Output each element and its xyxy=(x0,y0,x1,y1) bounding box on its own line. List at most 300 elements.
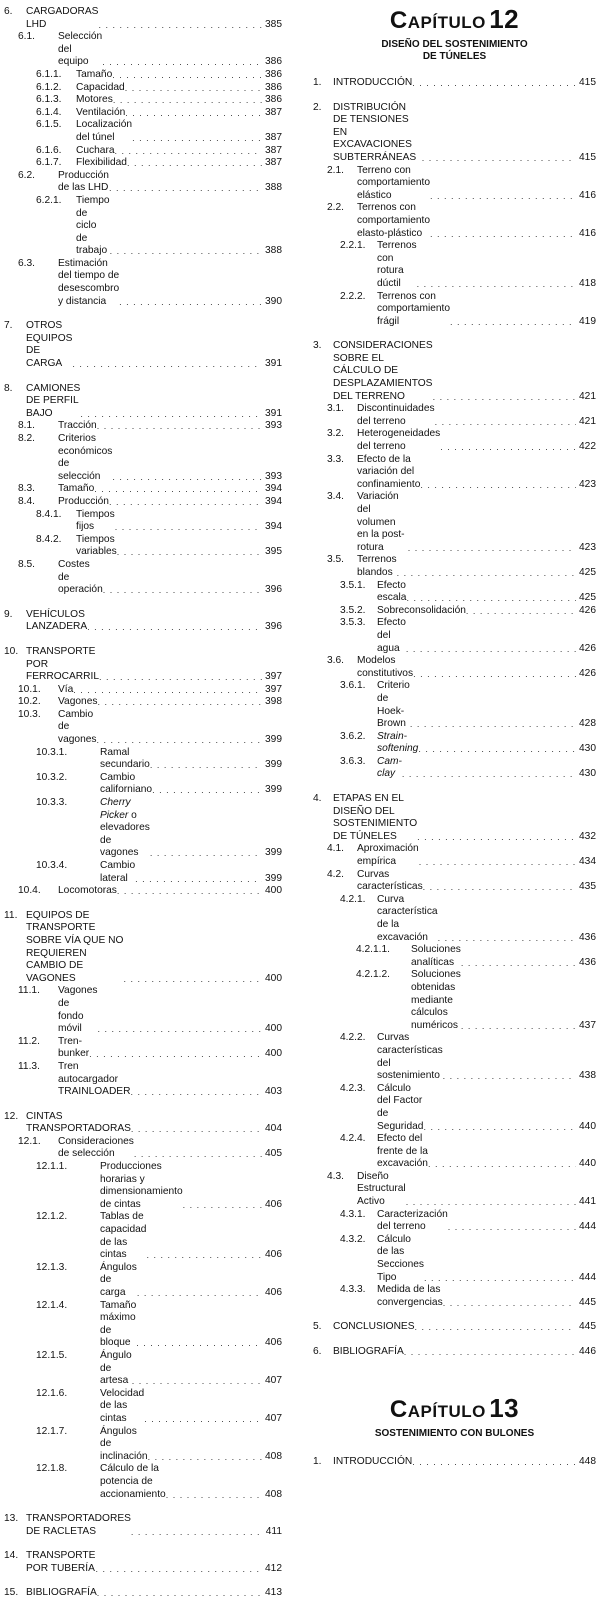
toc-entry-title: Strain-softening xyxy=(377,730,419,755)
toc-entry[interactable] xyxy=(4,684,282,697)
toc-entry-page: 388 xyxy=(265,245,282,257)
toc-entry-title: Efecto de la variación del confinamiento xyxy=(357,453,421,490)
toc-entry[interactable] xyxy=(313,340,596,403)
toc-entry-number: 14. xyxy=(4,1550,19,1562)
toc-entry-title: Cambio de vagones xyxy=(58,708,97,746)
toc-entry-title: Ángulos de carga xyxy=(100,1261,137,1298)
toc-entry-number: 8.1. xyxy=(18,420,35,432)
spacer xyxy=(313,90,596,102)
toc-entry-page: 408 xyxy=(265,1488,282,1500)
toc-entry-page: 436 xyxy=(579,956,596,968)
dot-leader xyxy=(404,1346,576,1359)
spacer xyxy=(4,1501,282,1513)
toc-entry[interactable] xyxy=(4,534,282,559)
toc-entry-number: 12.1.8. xyxy=(36,1463,68,1475)
toc-entry[interactable] xyxy=(313,1284,596,1309)
toc-entry-title: Terrenos con comportamiento elasto-plástico xyxy=(357,202,431,239)
toc-entry-title: Vagones xyxy=(58,696,98,708)
dot-leader xyxy=(137,1287,262,1300)
toc-entry-page: 399 xyxy=(265,734,282,746)
dot-leader xyxy=(413,668,576,681)
toc-entry-number: 6.1. xyxy=(18,31,35,43)
toc-entry[interactable] xyxy=(4,1463,282,1501)
toc-entry[interactable] xyxy=(4,646,282,684)
toc-entry[interactable] xyxy=(4,885,282,898)
toc-entry-page: 421 xyxy=(579,390,596,402)
toc-entry-title: Efecto del frente de la excavación xyxy=(377,1133,428,1170)
chapter-13-heading xyxy=(313,1392,596,1440)
toc-entry[interactable] xyxy=(4,1300,282,1350)
toc-entry-title: Capacidad xyxy=(76,81,125,93)
toc-entry-title: Terreno con comportamiento elástico xyxy=(357,164,431,201)
toc-entry[interactable] xyxy=(4,94,282,107)
spacer xyxy=(4,634,282,646)
toc-entry-page: 403 xyxy=(265,1086,282,1098)
toc-entry[interactable] xyxy=(4,1111,282,1136)
dot-leader xyxy=(466,605,576,618)
toc-entry[interactable] xyxy=(313,1032,596,1082)
chapter-12-title xyxy=(313,6,596,39)
dot-leader xyxy=(117,885,262,898)
spacer xyxy=(313,328,596,340)
toc-entry-title: BIBLIOGRAFÍA xyxy=(26,1587,97,1599)
toc-entry[interactable] xyxy=(313,454,596,492)
toc-entry-page: 430 xyxy=(579,768,596,780)
toc-entry-title: Sobreconsolidación xyxy=(377,604,466,616)
toc-entry-number: 12.1.3. xyxy=(36,1261,68,1273)
toc-entry-number: 5. xyxy=(313,1321,322,1333)
toc-entry[interactable] xyxy=(313,1083,596,1133)
toc-entry-title: CONCLUSIONES xyxy=(333,1321,415,1333)
toc-entry[interactable] xyxy=(4,195,282,258)
toc-entry-number: 10.3.4. xyxy=(36,860,68,871)
toc-entry-page: 416 xyxy=(579,189,596,201)
toc-entry-title: Locomotoras xyxy=(58,885,117,897)
toc-entry[interactable] xyxy=(4,320,282,370)
dot-leader xyxy=(97,1587,262,1600)
dot-leader xyxy=(412,77,576,90)
spacer xyxy=(4,1538,282,1550)
toc-entry-number: 3.5.2. xyxy=(340,604,366,616)
toc-entry-title: Modelos constitutivos xyxy=(357,655,414,679)
dot-leader xyxy=(99,671,262,684)
toc-entry[interactable] xyxy=(313,554,596,579)
toc-entry[interactable] xyxy=(313,102,596,165)
dot-leader xyxy=(166,1489,262,1502)
chapter-label-initial: C xyxy=(389,7,408,34)
toc-entry-title: Vía xyxy=(58,683,74,695)
toc-entry-page: 407 xyxy=(265,1375,282,1387)
toc-entry-title: Motores xyxy=(76,94,113,106)
toc-entry[interactable] xyxy=(313,165,596,203)
toc-entry-title: Ramal secundario xyxy=(100,746,150,771)
toc-entry-page: 400 xyxy=(265,972,282,984)
toc-entry-title: Aproximación empírica xyxy=(357,843,419,868)
toc-entry-title: ETAPAS EN EL DISEÑO DEL SOSTENIMIENTO DE TÚNELES xyxy=(333,793,418,842)
chapter-subtitle-line1: DISEÑO DEL SOSTENIMIENTO xyxy=(381,39,528,50)
toc-entry-title: Vagones de fondo móvil xyxy=(58,985,98,1035)
toc-entry[interactable] xyxy=(4,772,282,797)
toc-entry[interactable] xyxy=(4,483,282,496)
dot-leader xyxy=(131,1123,262,1136)
toc-entry-page: 413 xyxy=(265,1587,282,1599)
toc-entry[interactable] xyxy=(4,6,282,31)
chapter-12-heading xyxy=(313,6,596,63)
dot-leader xyxy=(423,881,576,894)
toc-entry[interactable] xyxy=(313,1234,596,1284)
dot-leader xyxy=(402,768,576,781)
toc-entry-title: Ángulos de inclinación xyxy=(100,1425,148,1462)
toc-entry-number: 9. xyxy=(4,608,13,620)
toc-entry[interactable] xyxy=(313,731,596,756)
dot-leader xyxy=(134,1148,262,1161)
toc-entry-page: 386 xyxy=(265,81,282,93)
toc-entry-number: 12.1.4. xyxy=(36,1299,68,1311)
toc-entry-number: 8.5. xyxy=(18,558,35,570)
toc-entry-page: 393 xyxy=(265,420,282,432)
toc-entry-number: 10.3.1. xyxy=(36,746,68,758)
toc-entry-number: 2. xyxy=(313,101,322,113)
chapter-13-entries xyxy=(313,1456,596,1469)
dot-leader xyxy=(89,1048,262,1061)
dot-leader xyxy=(132,132,262,145)
toc-entry-title: Tamaño xyxy=(76,68,113,80)
toc-entry[interactable] xyxy=(4,1136,282,1161)
toc-entry-number: 6.1.7. xyxy=(36,157,62,169)
toc-entry-page: 391 xyxy=(265,407,282,419)
toc-entry[interactable] xyxy=(313,491,596,554)
toc-entry[interactable] xyxy=(4,170,282,195)
toc-entry-page: 446 xyxy=(579,1346,596,1357)
toc-entry[interactable] xyxy=(4,797,282,860)
toc-entry[interactable] xyxy=(313,77,596,90)
toc-left-column xyxy=(4,6,282,1600)
toc-entry-number: 8. xyxy=(4,382,13,394)
toc-entry[interactable] xyxy=(4,1061,282,1099)
toc-entry[interactable] xyxy=(313,1321,596,1334)
toc-entry-title: Ventilación xyxy=(76,106,126,118)
toc-entry[interactable] xyxy=(313,894,596,944)
toc-entry[interactable] xyxy=(4,1426,282,1464)
toc-entry-number: 3.6. xyxy=(327,655,344,667)
toc-entry-title: Heterogeneidades del terreno xyxy=(357,428,441,453)
dot-leader xyxy=(424,1272,576,1285)
toc-entry-page: 426 xyxy=(579,604,596,616)
dot-leader xyxy=(406,1196,576,1209)
toc-entry[interactable] xyxy=(313,969,596,1032)
toc-entry-number: 6. xyxy=(313,1346,322,1357)
toc-entry[interactable] xyxy=(4,1550,282,1575)
dot-leader xyxy=(124,973,263,986)
dot-leader xyxy=(113,94,262,107)
toc-entry-page: 399 xyxy=(265,759,282,771)
toc-entry[interactable] xyxy=(313,1456,596,1469)
toc-entry-number: 7. xyxy=(4,320,13,332)
toc-entry-page: 399 xyxy=(265,784,282,796)
toc-entry-number: 10.3.2. xyxy=(36,771,68,783)
dot-leader xyxy=(408,542,576,555)
toc-entry-page: 397 xyxy=(265,683,282,695)
dot-leader xyxy=(80,408,262,421)
toc-entry-number: 3.2. xyxy=(327,428,344,440)
dot-leader xyxy=(97,696,262,709)
toc-entry-title: Consideraciones de selección xyxy=(58,1135,134,1160)
toc-entry[interactable] xyxy=(4,910,282,986)
toc-entry-number: 4.2. xyxy=(327,868,344,880)
dot-leader xyxy=(136,1337,262,1350)
dot-leader xyxy=(461,1020,576,1033)
dot-leader xyxy=(103,584,262,597)
toc-entry-page: 394 xyxy=(265,495,282,507)
toc-entry[interactable] xyxy=(313,793,596,843)
toc-entry-number: 4.2.3. xyxy=(340,1082,366,1094)
toc-entry-page: 422 xyxy=(579,441,596,453)
toc-entry[interactable] xyxy=(4,509,282,534)
toc-entry[interactable] xyxy=(313,291,596,329)
toc-entry-title: Cuchara xyxy=(76,144,115,156)
toc-entry-page: 412 xyxy=(265,1562,282,1574)
toc-entry[interactable] xyxy=(4,609,282,634)
toc-entry-number: 3.4. xyxy=(327,491,344,503)
toc-entry[interactable] xyxy=(313,202,596,240)
toc-entry[interactable] xyxy=(313,655,596,680)
toc-entry[interactable] xyxy=(313,1346,596,1359)
toc-entry-number: 2.2. xyxy=(327,202,344,214)
toc-entry-title: Efecto del agua xyxy=(377,617,406,654)
chapter-subtitle-line1: SOSTENIMIENTO CON BULONES xyxy=(374,1427,535,1439)
toc-entry[interactable] xyxy=(4,559,282,597)
toc-entry-number: 6.1.5. xyxy=(36,119,62,131)
toc-entry-title: TRANSPORTE POR TUBERÍA xyxy=(26,1550,96,1574)
toc-entry[interactable] xyxy=(313,580,596,605)
toc-entry-title: Cambio lateral xyxy=(100,860,136,884)
dot-leader xyxy=(110,245,262,258)
toc-entry-page: 386 xyxy=(265,68,282,80)
toc-entry-number: 6. xyxy=(4,6,13,17)
toc-entry-number: 4.3.2. xyxy=(340,1233,366,1245)
toc-entry[interactable] xyxy=(313,944,596,969)
dot-leader xyxy=(443,1297,576,1310)
toc-entry-number: 4.2.1. xyxy=(340,893,366,905)
toc-entry[interactable] xyxy=(313,403,596,428)
toc-entry-title: Cam-clay xyxy=(377,755,402,780)
toc-right-column xyxy=(313,6,596,1468)
toc-entry-page: 426 xyxy=(579,667,596,679)
toc-entry-title: TRANSPORTADORES DE RACLETAS xyxy=(26,1513,131,1537)
toc-entry-title: EQUIPOS DE TRANSPORTE SOBRE VÍA QUE NO REQUIEREN CAMBIO DE VAGONES xyxy=(26,909,124,984)
dot-leader xyxy=(438,932,576,945)
toc-entry-page: 425 xyxy=(579,592,596,604)
toc-entry-title: Localización del túnel xyxy=(76,119,133,143)
toc-entry-number: 11.2. xyxy=(18,1035,40,1047)
toc-entry-page: 393 xyxy=(265,470,282,482)
toc-entry-page: 406 xyxy=(265,1198,282,1210)
toc-entry-page: 386 xyxy=(265,94,282,106)
chapter-13-title xyxy=(313,1392,596,1428)
spacer xyxy=(313,1334,596,1346)
dot-leader xyxy=(422,152,576,165)
toc-entry[interactable] xyxy=(4,985,282,1035)
toc-entry[interactable] xyxy=(313,428,596,453)
toc-entry[interactable] xyxy=(313,240,596,290)
toc-entry[interactable] xyxy=(4,709,282,747)
toc-entry-title: Producción xyxy=(58,495,109,507)
toc-entry-page: 415 xyxy=(579,151,596,163)
toc-entry-page: 437 xyxy=(579,1019,596,1031)
spacer xyxy=(4,1575,282,1587)
dot-leader xyxy=(406,592,576,605)
toc-entry-title: Diseño Estructural Activo xyxy=(357,1170,406,1208)
toc-entry-page: 419 xyxy=(579,315,596,327)
chapter-number: 12 xyxy=(489,4,520,34)
toc-entry[interactable] xyxy=(313,869,596,894)
toc-entry[interactable] xyxy=(4,1388,282,1426)
dot-leader xyxy=(418,743,576,756)
toc-entry[interactable] xyxy=(4,433,282,483)
toc-entry[interactable] xyxy=(4,82,282,95)
dot-leader xyxy=(430,190,576,203)
toc-entry-number: 1. xyxy=(313,1455,322,1467)
toc-entry-title: Cambio californiano xyxy=(100,771,153,796)
toc-entry-number: 12.1.5. xyxy=(36,1349,68,1361)
toc-entry[interactable] xyxy=(4,383,282,421)
toc-entry-page: 387 xyxy=(265,157,282,169)
toc-entry[interactable] xyxy=(4,1262,282,1300)
toc-entry-number: 8.3. xyxy=(18,483,35,495)
toc-entry[interactable] xyxy=(4,420,282,433)
dot-leader xyxy=(415,1321,576,1334)
toc-entry[interactable] xyxy=(313,680,596,730)
toc-entry[interactable] xyxy=(4,31,282,69)
toc-entry-page: 445 xyxy=(579,1321,596,1333)
toc-entry-title: CARGADORAS LHD xyxy=(26,6,99,30)
toc-entry-page: 445 xyxy=(579,1296,596,1308)
toc-entry[interactable] xyxy=(4,258,282,308)
toc-entry-number: 3.6.2. xyxy=(340,730,366,742)
toc-entry-title: INTRODUCCIÓN xyxy=(333,77,413,88)
toc-entry[interactable] xyxy=(4,1513,282,1538)
toc-entry-title: Selección del equipo xyxy=(58,31,103,68)
spacer xyxy=(313,1309,596,1321)
dot-leader xyxy=(183,1199,262,1212)
toc-entry-number: 4. xyxy=(313,793,322,805)
dot-leader xyxy=(423,1121,576,1134)
toc-entry-title: VEHÍCULOS LANZADERA xyxy=(26,608,88,633)
toc-entry[interactable] xyxy=(4,696,282,709)
toc-entry-title: Soluciones obtenidas mediante cálculos numéricos xyxy=(411,969,461,1031)
toc-entry-number: 10.3.3. xyxy=(36,797,68,809)
chapter-subtitle-line2: DE TÚNELES xyxy=(422,51,487,62)
toc-entry[interactable] xyxy=(313,1209,596,1234)
toc-entry-page: 385 xyxy=(265,18,282,30)
toc-entry-number: 8.4. xyxy=(18,495,35,507)
dot-leader xyxy=(112,69,262,82)
toc-entry-number: 15. xyxy=(4,1587,19,1599)
toc-entry-page: 399 xyxy=(265,872,282,884)
toc-entry[interactable] xyxy=(313,843,596,868)
toc-entry[interactable] xyxy=(4,1036,282,1061)
toc-entry-page: 436 xyxy=(579,931,596,943)
toc-entry[interactable] xyxy=(4,1161,282,1211)
toc-entry-title: Producción de las LHD xyxy=(58,169,109,194)
toc-entry[interactable] xyxy=(313,756,596,781)
dot-leader xyxy=(119,296,262,309)
dot-leader xyxy=(419,856,576,869)
toc-entry[interactable] xyxy=(313,617,596,655)
toc-entry-title: Tiempos fijos xyxy=(76,508,115,533)
spacer xyxy=(4,898,282,910)
chapter-12-entries xyxy=(313,77,596,1359)
toc-entry-title: Terrenos con rotura dúctil xyxy=(377,240,417,289)
toc-entry[interactable] xyxy=(313,605,596,618)
toc-entry[interactable] xyxy=(313,1171,596,1209)
toc-entry-number: 11.3. xyxy=(18,1060,40,1072)
toc-entry-title: Terrenos con comportamiento frágil xyxy=(377,290,451,327)
toc-entry-title: Ángulo de artesa xyxy=(100,1349,132,1387)
toc-entry-title: Curvas características xyxy=(357,868,423,893)
toc-entry[interactable] xyxy=(4,747,282,772)
toc-entry-title: CINTAS TRANSPORTADORAS xyxy=(26,1110,131,1135)
toc-entry-page: 394 xyxy=(265,483,282,495)
toc-entry[interactable] xyxy=(4,157,282,170)
toc-entry[interactable] xyxy=(4,860,282,885)
toc-entry-number: 2.2.2. xyxy=(340,290,366,302)
toc-entry-title: Criterios económicos de selección xyxy=(58,433,113,482)
toc-entry-title: Tiempo de ciclo de trabajo xyxy=(76,194,110,257)
toc-entry-page: 397 xyxy=(265,671,282,683)
chapter-label-initial: C xyxy=(389,1395,408,1423)
toc-entry-title: Criterio de Hoek-Brown xyxy=(377,680,410,730)
dot-leader xyxy=(443,1070,576,1083)
toc-entry-number: 12.1.2. xyxy=(36,1211,68,1223)
toc-entry-number: 6.1.6. xyxy=(36,144,62,156)
toc-entry-number: 13. xyxy=(4,1513,19,1525)
toc-entry-title: OTROS EQUIPOS DE CARGA xyxy=(26,320,73,370)
toc-entry-title: Variación del volumen en la post-rotura xyxy=(357,491,405,553)
toc-entry[interactable] xyxy=(4,119,282,144)
dot-leader xyxy=(420,479,576,492)
toc-entry-page: 423 xyxy=(579,541,596,553)
dot-leader xyxy=(109,182,262,195)
toc-entry-page: 418 xyxy=(579,277,596,289)
toc-entry-number: 11.1. xyxy=(18,985,40,997)
toc-entry-title: BIBLIOGRAFÍA xyxy=(333,1346,404,1357)
spacer xyxy=(4,308,282,320)
toc-entry[interactable] xyxy=(313,1133,596,1171)
toc-entry-title: Cálculo de la potencia de accionamiento xyxy=(100,1463,166,1500)
dot-leader xyxy=(115,521,262,534)
toc-entry[interactable] xyxy=(4,496,282,509)
toc-entry-number: 10.4. xyxy=(18,885,41,897)
toc-entry[interactable] xyxy=(4,1350,282,1388)
toc-entry-page: 425 xyxy=(579,566,596,578)
toc-entry[interactable] xyxy=(4,69,282,82)
toc-entry-number: 6.3. xyxy=(18,257,35,269)
toc-entry-page: 426 xyxy=(579,642,596,654)
toc-entry-number: 2.2.1. xyxy=(340,240,366,252)
toc-entry[interactable] xyxy=(4,145,282,158)
toc-entry-number: 8.2. xyxy=(18,433,35,444)
toc-entry-title: Medida de las convergencias xyxy=(377,1284,443,1308)
toc-entry[interactable] xyxy=(4,1211,282,1261)
toc-entry-page: 415 xyxy=(579,77,596,88)
toc-entry-page: 396 xyxy=(265,621,282,633)
toc-entry-page: 386 xyxy=(265,56,282,68)
toc-entry[interactable] xyxy=(4,1587,282,1600)
toc-entry-title: TRANSPORTE POR FERROCARRIL xyxy=(26,645,100,683)
toc-entry-page: 435 xyxy=(579,881,596,893)
toc-entry[interactable] xyxy=(4,107,282,120)
